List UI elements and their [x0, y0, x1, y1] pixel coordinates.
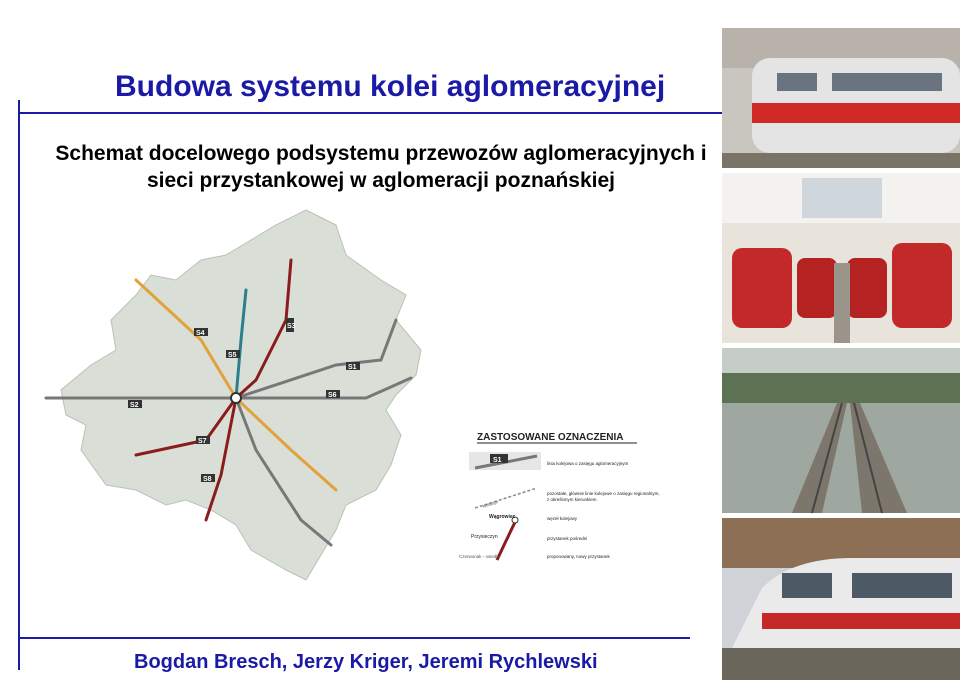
page-title: Budowa systemu kolei aglomeracyjnej: [115, 70, 666, 103]
legend-item-2a: pozostałe, głównie linie kolejowe o zasięgu regionalnym,: [547, 491, 660, 496]
photo-train-interior: [722, 173, 960, 343]
legend-sample-node: Wągrowiec: [489, 514, 516, 520]
label-s4: S4: [196, 330, 205, 337]
label-s5: S5: [228, 352, 237, 359]
legend-item-3: węzeł kolejowy: [547, 516, 578, 521]
photo-railway-tracks: [722, 348, 960, 513]
legend-red-sample: [497, 518, 517, 560]
top-rule: [18, 112, 730, 114]
subtitle-line-1: Schemat docelowego podsystemu przewozów aglomeracyjnych i: [55, 142, 707, 165]
map-legend: [455, 428, 705, 578]
legend-sample-label: S1: [493, 457, 502, 464]
photo-strip: [722, 28, 960, 680]
legend-sample-stop: Przysieczyn: [471, 534, 498, 540]
legend-item-1: linia kolejowa o zasięgu aglomeracyjnym: [547, 461, 629, 466]
label-s1: S1: [348, 364, 357, 371]
authors: Bogdan Bresch, Jerzy Kriger, Jeremi Rychlewski: [134, 651, 598, 673]
legend-sample-direction: Wolsztyn: [481, 499, 499, 509]
legend-item-5: proponowany, nowy przystanek: [547, 554, 610, 559]
label-s3: S3: [287, 323, 296, 330]
photo-train-exterior: [722, 28, 960, 168]
label-s8: S8: [203, 476, 212, 483]
subtitle-line-2: sieci przystankowej w aglomeracji poznańskiej: [146, 169, 615, 192]
label-s7: S7: [198, 438, 207, 445]
legend-item-2b: z określonym kierunkiem: [547, 497, 597, 502]
poznan-node: [231, 393, 241, 403]
legend-sample-new-stop: Czerwonak - osiedle: [459, 554, 500, 559]
rail-network-map: [36, 200, 456, 600]
legend-item-4: przystanek pośredni: [547, 536, 588, 541]
label-s6: S6: [328, 392, 337, 399]
label-s2: S2: [130, 402, 139, 409]
legend-heading: ZASTOSOWANE OZNACZENIA: [477, 432, 624, 443]
page-subtitle: [36, 140, 726, 194]
photo-modern-train: [722, 518, 960, 680]
bottom-rule: [20, 637, 690, 639]
left-rule: [18, 100, 20, 670]
